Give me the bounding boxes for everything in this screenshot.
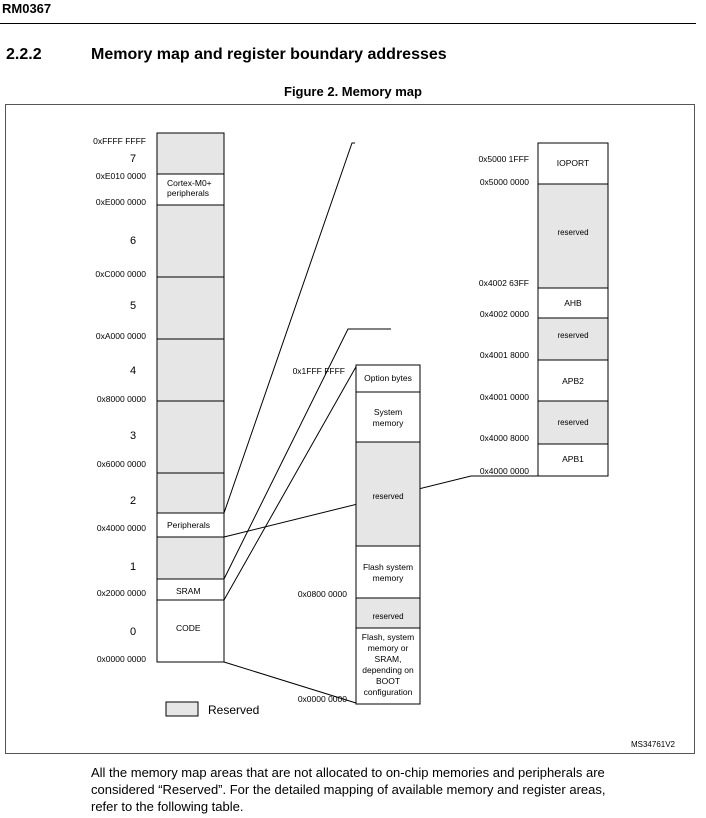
addr-4002-0000: 0x4002 0000: [479, 309, 529, 319]
block-7-reserved: [157, 133, 224, 174]
connector-peripherals-top: [224, 143, 355, 513]
label-ioport: IOPORT: [556, 158, 590, 168]
label-cortex-line1: Cortex-M0+: [167, 178, 212, 188]
region-number-4: 4: [129, 365, 137, 377]
addr-a000-0000: 0xA000 0000: [95, 331, 146, 341]
label-option-bytes: Option bytes: [364, 373, 412, 383]
addr-6000-0000: 0x6000 0000: [96, 459, 146, 469]
legend-reserved-swatch: [166, 702, 198, 716]
body-paragraph: [91, 764, 691, 815]
label-flash-system-line1: Flash system: [362, 562, 414, 572]
label-ahb: AHB: [564, 298, 582, 308]
label-flash-boot-line3: SRAM,: [374, 654, 402, 664]
region-number-0: 0: [129, 626, 137, 638]
section-title: Memory map and register boundary addresses: [91, 46, 447, 63]
addr-1fff-ffff: 0x1FFF FFFF: [292, 366, 345, 376]
label-sram: SRAM: [176, 586, 201, 596]
addr-c000-0000: 0xC000 0000: [95, 269, 146, 279]
addr-middle-0000-0000: 0x0000 0000: [297, 694, 347, 704]
addr-8000-0000: 0x8000 0000: [96, 394, 146, 404]
addr-0000-0000: 0x0000 0000: [96, 654, 146, 664]
label-right-reserved-1: reserved: [557, 228, 589, 237]
figure-reference: MS34761V2: [630, 740, 675, 749]
region-number-5: 5: [129, 300, 137, 312]
paragraph-line-1: All the memory map areas that are not allocated to on-chip memories and peripherals are: [91, 765, 605, 780]
label-flash-boot-line6: configuration: [363, 687, 413, 697]
label-flash-system-line2: memory: [372, 573, 404, 583]
label-right-reserved-3: reserved: [557, 418, 589, 427]
label-flash-boot-line1: Flash, system: [361, 632, 415, 642]
paragraph-line-3: refer to the following table.: [91, 799, 244, 814]
figure-title: Figure 2. Memory map: [284, 84, 422, 99]
block-system-memory: [356, 392, 420, 442]
section-number: 2.2.2: [6, 46, 42, 63]
label-peripherals: Peripherals: [167, 520, 210, 530]
addr-4001-0000: 0x4001 0000: [479, 392, 529, 402]
legend-reserved-label: Reserved: [208, 703, 260, 717]
block-6-reserved: [157, 205, 224, 277]
paragraph-line-2: considered “Reserved”. For the detailed mapping of available memory and register areas,: [91, 782, 606, 797]
addr-5000-1fff: 0x5000 1FFF: [478, 154, 529, 164]
addr-5000-0000: 0x5000 0000: [479, 177, 529, 187]
label-cortex-line2: peripherals: [167, 188, 210, 198]
addr-0800-0000: 0x0800 0000: [297, 589, 347, 599]
document-id: RM0367: [2, 1, 52, 16]
label-apb2: APB2: [562, 376, 584, 386]
addr-4000-0000: 0x4000 0000: [96, 523, 146, 533]
label-apb1: APB1: [562, 454, 584, 464]
addr-e010-0000: 0xE010 0000: [95, 171, 146, 181]
label-middle-reserved-large: reserved: [372, 492, 404, 501]
addr-2000-0000: 0x2000 0000: [96, 588, 146, 598]
addr-4002-63ff: 0x4002 63FF: [478, 278, 529, 288]
region-number-2: 2: [129, 495, 137, 507]
addr-4001-8000: 0x4001 8000: [479, 350, 529, 360]
label-right-reserved-2: reserved: [557, 331, 589, 340]
label-flash-boot-line4: depending on: [362, 665, 414, 675]
block-4-reserved: [157, 339, 224, 401]
connector-sram-top: [224, 365, 360, 600]
addr-4000-8000: 0x4000 8000: [479, 433, 529, 443]
label-system-memory-line2: memory: [372, 418, 404, 428]
addr-e000-0000: 0xE000 0000: [95, 197, 146, 207]
label-system-memory-line1: System: [373, 407, 403, 417]
label-code: CODE: [176, 623, 201, 633]
block-flash-system-memory: [356, 546, 420, 598]
region-number-7: 7: [129, 153, 137, 165]
addr-ffff-ffff: 0xFFFF FFFF: [93, 136, 146, 146]
label-flash-boot-line5: BOOT: [375, 676, 401, 686]
region-number-6: 6: [129, 235, 137, 247]
block-1-reserved: [157, 537, 224, 579]
addr-right-4000-0000: 0x4000 0000: [479, 466, 529, 476]
block-2-reserved: [157, 473, 224, 513]
block-5-reserved: [157, 277, 224, 339]
region-number-3: 3: [129, 430, 137, 442]
left-column: [157, 133, 224, 662]
block-3-reserved: [157, 401, 224, 473]
label-middle-reserved-small: reserved: [372, 612, 404, 621]
label-flash-boot-line2: memory or: [367, 643, 409, 653]
region-number-1: 1: [129, 561, 137, 573]
